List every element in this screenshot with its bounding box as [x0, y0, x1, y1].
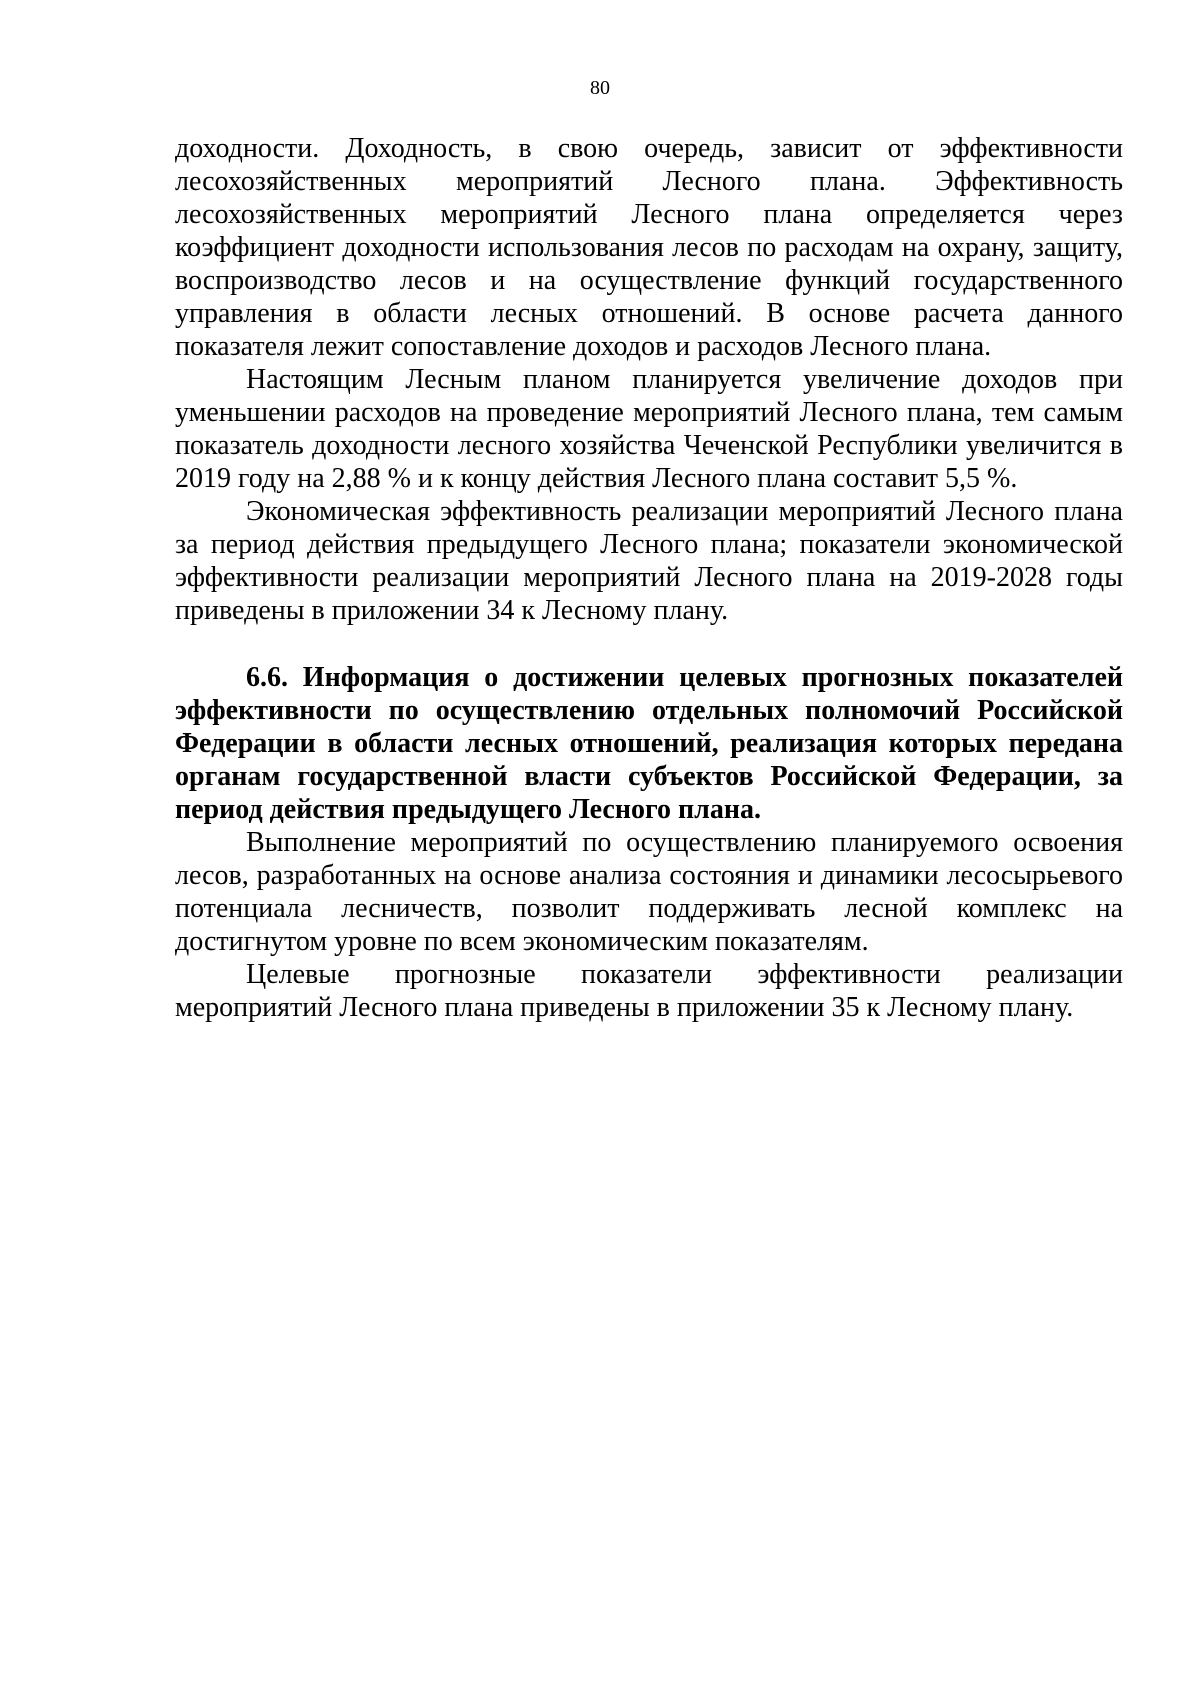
document-body: [175, 132, 1123, 1024]
paragraph-target-indicators: Целевые прогнозные показатели эффективности реализации мероприятий Лесного плана приведены в приложении 35 к Лесному плану.: [175, 959, 1123, 1023]
paragraph-economic-efficiency: Экономическая эффективность реализации мероприятий Лесного плана за период действия предыдущего Лесного плана; показатели экономической эффективности реализации мероприятий Лесного плана на 2019-2028 годы приведены в приложении 34 к Лесному плану.: [175, 496, 1123, 626]
page-number: 80: [590, 77, 610, 99]
section-heading-6-6: 6.6. Информация о достижении целевых прогнозных показателей эффективности по осуществлению отдельных полномочий Российской Федерации в области лесных отношений, реализация которых передана органам государственной власти субъектов Российской Федерации, за период действия предыдущего Лесного плана.: [175, 662, 1123, 825]
paragraph-forest-plan-income: Настоящим Лесным планом планируется увеличение доходов при уменьшении расходов на проведение мероприятий Лесного плана, тем самым показатель доходности лесного хозяйства Чеченской Республики увеличится в 2019 году на 2,88 % и к концу действия Лесного плана составит 5,5 %.: [175, 364, 1123, 494]
paragraph-measures-implementation: Выполнение мероприятий по осуществлению планируемого освоения лесов, разработанных на основе анализа состояния и динамики лесосырьевого потенциала лесничеств, позволит поддерживать лесной комплекс на достигнутом уровне по всем экономическим показателям.: [175, 827, 1123, 957]
paragraph-profitability: доходности. Доходность, в свою очередь, зависит от эффективности лесохозяйственных мероприятий Лесного плана. Эффективность лесохозяйственных мероприятий Лесного плана определяется через коэффициент доходности использования лесов по расходам на охрану, защиту, воспроизводство лесов и на осуществление функций государственного управления в области лесных отношений. В основе расчета данного показателя лежит сопоставление доходов и расходов Лесного плана.: [175, 133, 1123, 362]
